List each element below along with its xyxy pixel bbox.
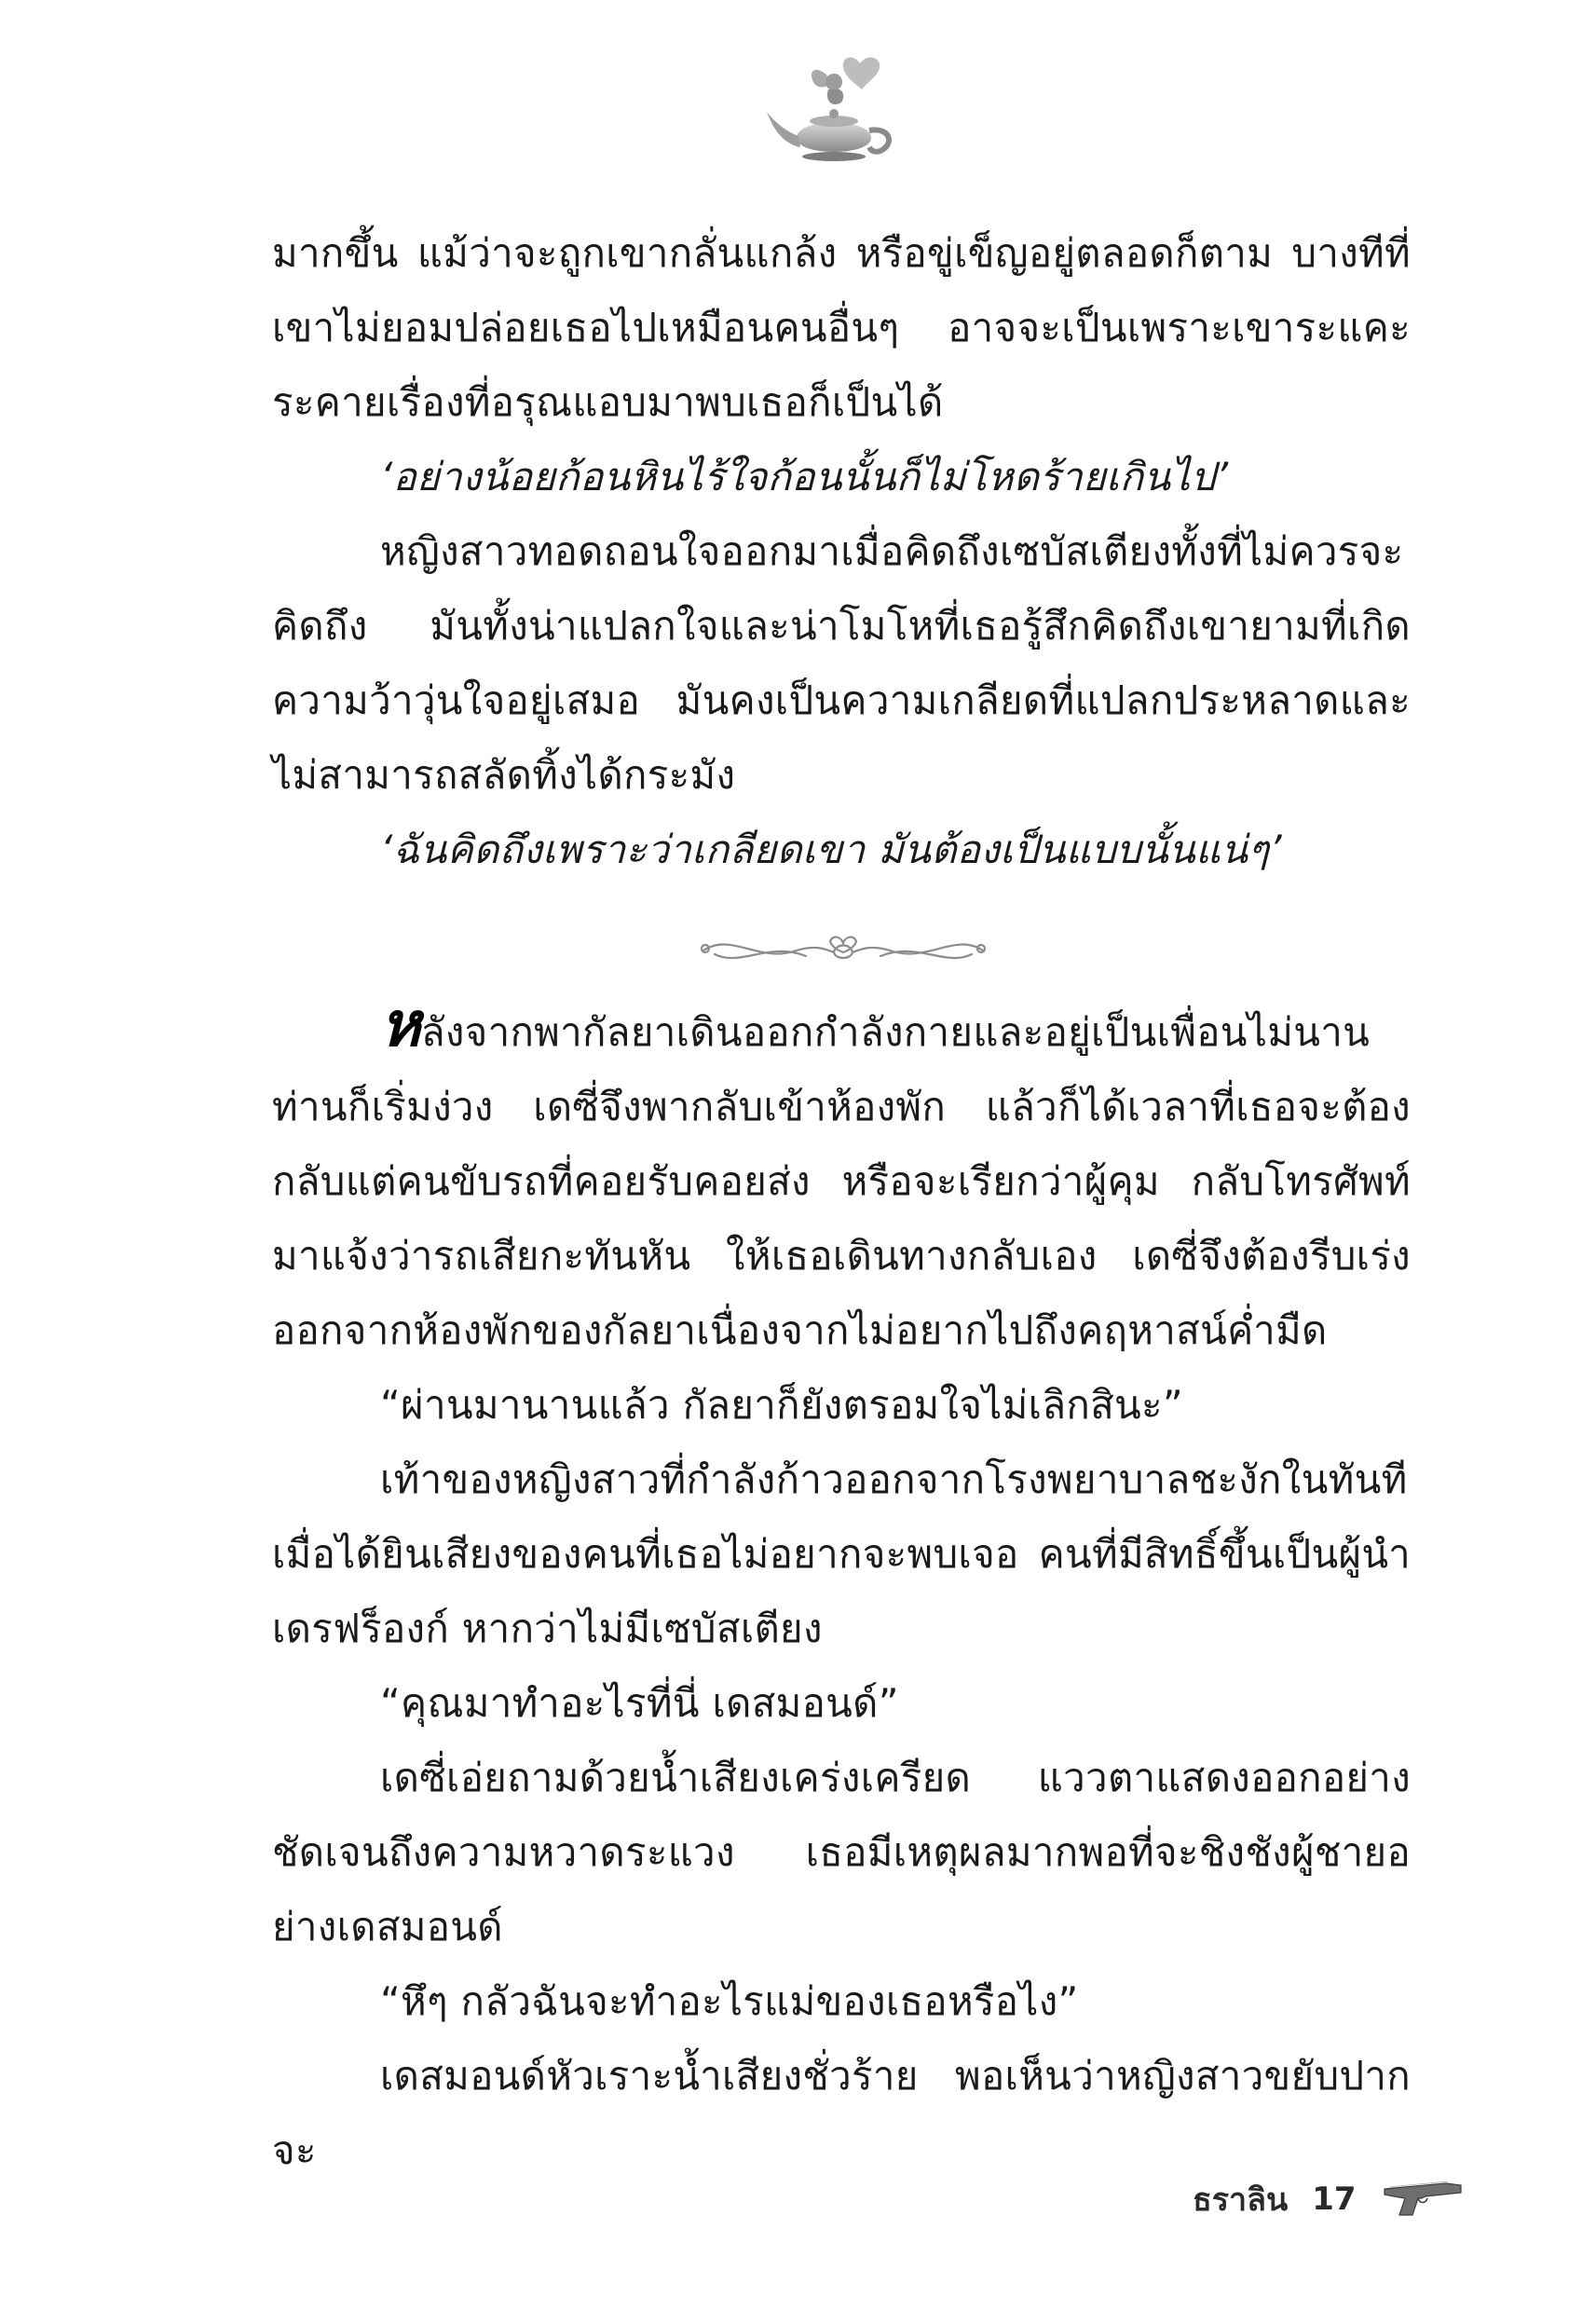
page-footer <box>1193 2171 1465 2227</box>
paragraph-8-dialogue: “คุณมาทำอะไรที่นี่ เดสมอนด์” <box>380 1680 899 1726</box>
teapot-cupid-ornament-icon <box>759 47 908 186</box>
paragraph-10-dialogue: “หึๆ กลัวฉันจะทำอะไรแม่ของเธอหรือไง” <box>380 1978 1079 2024</box>
drop-cap: ห <box>380 989 421 1060</box>
page-number: 17 <box>1312 2181 1357 2218</box>
footer-author-name: ธราลิน <box>1193 2181 1289 2219</box>
paragraph-5-rest: ลังจากพากัลยาเดินออกกำลังกายและอยู่เป็นเพื่อนไม่นานท่านก็เริ่มง่วง เดซี่จึงพากลับเข้าห้องพัก แล้วก็ได้เวลาที่เธอจะต้องกลับแต่คนขับรถที่คอยรับคอยส่ง หรือจะเรียกว่าผู้คุม กลับโทรศัพท์มาแจ้งว่ารถเสียกะทันหัน ให้เธอเดินทางกลับเอง เดซี่จึงต้องรีบเร่งออกจากห้องพักของกัลยาเนื่องจากไม่อยากไปถึงคฤหาสน์ค่ำมืด <box>272 1009 1411 1353</box>
paragraph-9: เดซี่เอ่ยถามด้วยน้ำเสียงเคร่งเครียด แววตาแสดงออกอย่างชัดเจนถึงความหวาดระแวง เธอมีเหตุผลมากพอที่จะชิงชังผู้ชายอย่างเดสมอนด์ <box>272 1755 1411 1949</box>
paragraph-2-italic-thought: ‘อย่างน้อยก้อนหินไร้ใจก้อนนั้นก็ไม่โหดร้ายเกินไป’ <box>380 454 1229 499</box>
paragraph-5-with-dropcap <box>272 989 1411 1368</box>
pistol-icon <box>1381 2178 1465 2221</box>
paragraph-1: มากขึ้น แม้ว่าจะถูกเขากลั่นแกล้ง หรือขู่เข็ญอยู่ตลอดก็ตาม บางทีที่เขาไม่ยอมปล่อยเธอไปเหมือนคนอื่นๆ อาจจะเป็นเพราะเขาระแคะระคายเรื่องที่อรุณแอบมาพบเธอก็เป็นได้ <box>272 230 1411 425</box>
paragraph-7: เท้าของหญิงสาวที่กำลังก้าวออกจากโรงพยาบาลชะงักในทันทีเมื่อได้ยินเสียงของคนที่เธอไม่อยากจะพบเจอ คนที่มีสิทธิ์ขึ้นเป็นผู้นำเดรฟร็องก์ หากว่าไม่มีเซบัสเตียง <box>272 1456 1411 1651</box>
paragraph-3: หญิงสาวทอดถอนใจออกมาเมื่อคิดถึงเซบัสเตียงทั้งที่ไม่ควรจะคิดถึง มันทั้งน่าแปลกใจและน่าโมโหที่เธอรู้สึกคิดถึงเขายามที่เกิดความว้าวุ่นใจอยู่เสมอ มันคงเป็นความเกลียดที่แปลกประหลาดและไม่สามารถสลัดทิ้งได้กระมัง <box>272 528 1411 798</box>
paragraph-6-dialogue: “ผ่านมานานแล้ว กัลยาก็ยังตรอมใจไม่เลิกสินะ” <box>380 1382 1183 1428</box>
flourish-divider-icon <box>694 923 992 978</box>
paragraph-4-italic-thought: ‘ฉันคิดถึงเพราะว่าเกลียดเขา มันต้องเป็นแบบนั้นแน่ๆ’ <box>380 827 1282 872</box>
paragraph-11: เดสมอนด์หัวเราะน้ำเสียงชั่วร้าย พอเห็นว่าหญิงสาวขยับปากจะ <box>272 2053 1411 2173</box>
section-2-text <box>272 989 1411 2188</box>
section-1-text <box>272 216 1411 887</box>
